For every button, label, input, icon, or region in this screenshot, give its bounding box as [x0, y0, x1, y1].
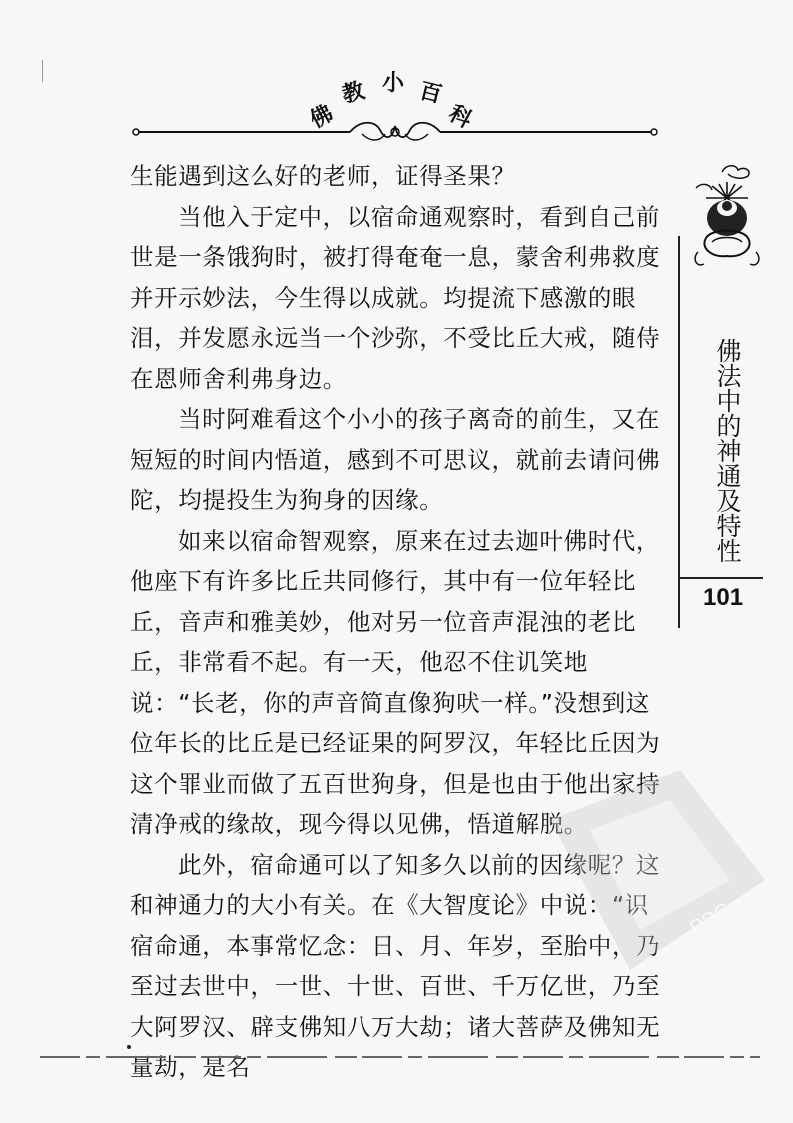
- paragraph: 当时阿难看这个小小的孩子离奇的前生，又在短短的时间内悟道，感到不可思议，就前去请问佛陀，均提投生为狗身的因缘。: [130, 405, 661, 514]
- page-number: 101: [703, 584, 744, 611]
- page-number-rule: [678, 577, 763, 579]
- paragraph: 如来以宿命智观察，原来在过去迦叶佛时代，他座下有许多比丘共同修行，其中有一位年轻比丘，音声和雅美妙，他对另一位音声混浊的老比丘，非常看不起。有一天，他忍不住讥笑地说：“长老，你的声音简直像狗吠一样。”没想到这位年长的比丘是已经证果的阿罗汉，年轻比丘因为这个罪业而做了五百世狗身，但是也由于他出家持清净戒的缘故，现今得以见佛，悟道解脱。: [130, 526, 661, 838]
- header-char: 佛: [305, 100, 338, 134]
- buddha-emblem-icon: [692, 158, 762, 308]
- chapter-title: 佛法中的神通及特性: [713, 338, 742, 563]
- paragraph: 生能遇到这么好的老师，证得圣果？: [130, 162, 516, 190]
- bottom-dashed-rule: [40, 1055, 760, 1059]
- watermark-stamp: [530, 760, 780, 980]
- header-ornament-rule: [130, 112, 660, 152]
- header-char: 小: [382, 70, 405, 96]
- header-char: 科: [444, 100, 477, 134]
- watermark-label: PDG: [686, 898, 736, 940]
- ink-dot: [127, 1045, 131, 1049]
- header-char: 教: [339, 77, 368, 109]
- scan-margin-mark: [42, 60, 43, 82]
- paragraph: 此外，宿命通可以了知多久以前的因缘呢？这和神通力的大小有关。在《大智度论》中说：“识宿命通，本事常忆念：日、月、年岁，至胎中，乃至过去世中，一世、十世、百世、千万亿世，乃至大阿罗汉、辟支佛知八万大劫；诸大菩萨及佛知无量劫，是名: [130, 850, 661, 1081]
- margin-vertical-rule: [678, 588, 680, 628]
- margin-vertical-rule: [678, 236, 680, 588]
- paragraph: 当他入于定中，以宿命通观察时，看到自己前世是一条饿狗时，被打得奄奄一息，蒙舍利弗救度并开示妙法，今生得以成就。均提流下感激的眼泪，并发愿永远当一个沙弥，不受比丘大戒，随侍在恩师舍利弗身边。: [130, 202, 661, 393]
- header-char: 百: [416, 77, 445, 109]
